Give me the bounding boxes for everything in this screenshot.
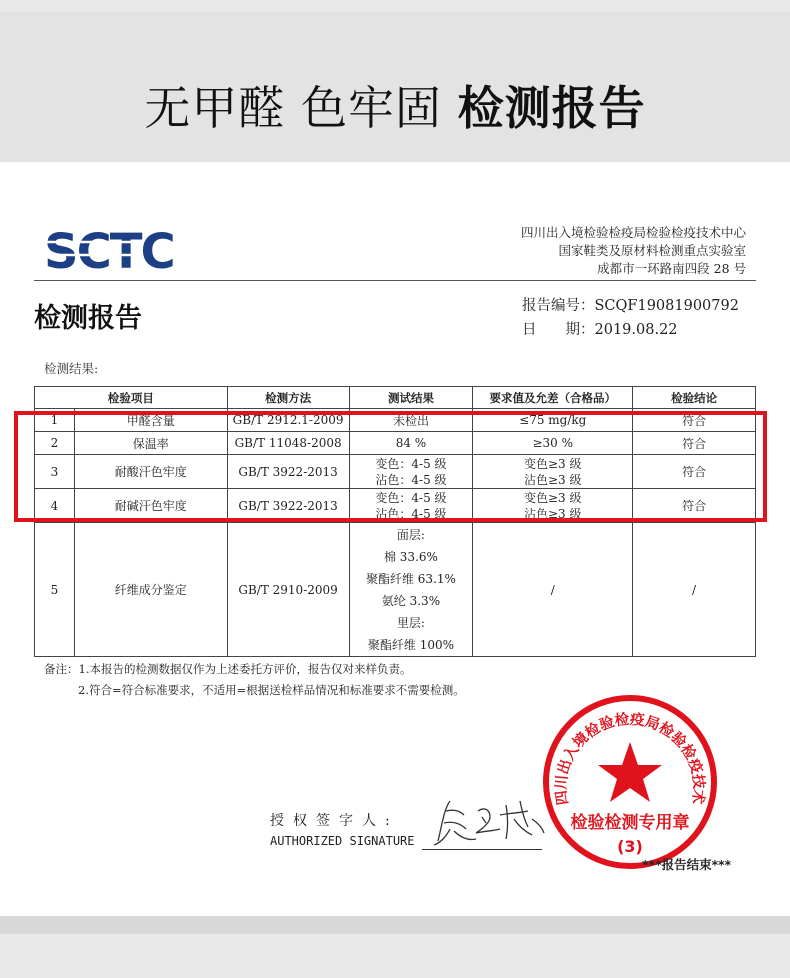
- result-line: 变色：4-5 级: [375, 490, 447, 505]
- conclusion: 符合: [633, 489, 756, 523]
- row-number: 3: [35, 455, 75, 489]
- test-result: [349, 523, 473, 657]
- table-row: [35, 523, 756, 657]
- composition-line: 聚酯纤维 63.1%: [365, 571, 456, 586]
- results-label: 检测结果:: [44, 361, 99, 376]
- report-number: [522, 294, 739, 318]
- result-line: 沾色：4-5 级: [375, 506, 447, 521]
- result-line: 沾色：4-5 级: [375, 472, 447, 487]
- conclusion: /: [633, 523, 756, 657]
- seal-number: (3): [617, 837, 643, 856]
- row-number: 5: [35, 523, 75, 657]
- conclusion: 符合: [633, 432, 756, 455]
- composition-line: 氨纶 3.3%: [381, 593, 441, 608]
- report-date-value: 2019.08.22: [594, 322, 678, 338]
- header-item: 检验项目: [35, 387, 228, 409]
- row-number: 4: [35, 489, 75, 523]
- test-method: GB/T 2912.1-2009: [227, 409, 349, 432]
- composition-line: 面层:: [396, 527, 425, 542]
- requirement: ≥30 %: [473, 432, 633, 455]
- header-method: 检测方法: [227, 387, 349, 409]
- banner-title-bold: 检测报告: [457, 81, 646, 135]
- sctc-logo: [44, 224, 174, 280]
- test-result: 84 %: [349, 432, 473, 455]
- test-method: GB/T 11048-2008: [227, 432, 349, 455]
- banner-title-light: 无甲醛 色牢固: [144, 81, 458, 135]
- requirement-line: 变色≥3 级: [524, 456, 582, 471]
- row-number: 2: [35, 432, 75, 455]
- seal-inner-text: 检验检测专用章: [570, 813, 690, 833]
- requirement: ≤75 mg/kg: [473, 409, 633, 432]
- logo-text: SCTC: [44, 224, 174, 280]
- test-item: 保温率: [74, 432, 227, 455]
- report-title: 检测报告: [34, 303, 142, 334]
- header-divider: [34, 280, 756, 281]
- report-number-label: 报告编号：: [522, 298, 595, 314]
- test-method: GB/T 3922-2013: [227, 455, 349, 489]
- signatory-label-en: AUTHORIZED SIGNATURE: [270, 834, 415, 848]
- test-method: GB/T 3922-2013: [227, 489, 349, 523]
- issuing-organization: [521, 224, 746, 278]
- banner-title: [0, 72, 790, 138]
- report-date: [522, 318, 739, 342]
- requirement-line: 变色≥3 级: [524, 490, 582, 505]
- test-item: 甲醛含量: [74, 409, 227, 432]
- table-header-row: [35, 387, 756, 409]
- remarks: [44, 659, 465, 701]
- result-line: 变色：4-5 级: [375, 456, 447, 471]
- report-document: [0, 162, 790, 916]
- row-number: 1: [35, 409, 75, 432]
- test-result: 未检出: [349, 409, 473, 432]
- official-seal: [540, 692, 720, 876]
- test-method: GB/T 2910-2009: [227, 523, 349, 657]
- signatory-label: 授权签字人:: [270, 813, 399, 829]
- header-conclusion: 检验结论: [633, 387, 756, 409]
- requirement-line: 沾色≥3 级: [524, 506, 582, 521]
- handwritten-signature: [420, 789, 550, 853]
- composition-line: 棉 33.6%: [383, 549, 438, 564]
- composition-line: 里层:: [396, 615, 425, 630]
- test-item: 纤维成分鉴定: [74, 523, 227, 657]
- bottom-band: [0, 916, 790, 934]
- org-line: 国家鞋类及原材料检测重点实验室: [558, 243, 746, 258]
- remark-line-1: 备注：1.本报告的检测数据仅作为上述委托方评价，报告仅对来样负责。: [44, 662, 412, 676]
- highlight-box: [14, 411, 767, 522]
- report-date-label: 日 期：: [522, 322, 595, 338]
- report-number-value: SCQF19081900792: [594, 298, 739, 314]
- test-item: 耐酸汗色牢度: [74, 455, 227, 489]
- requirement: /: [473, 523, 633, 657]
- conclusion: 符合: [633, 409, 756, 432]
- org-line: 成都市一环路南四段 28 号: [597, 261, 746, 276]
- requirement-line: 沾色≥3 级: [524, 472, 582, 487]
- remark-line-2: 2.符合=符合标准要求，不适用=根据送检样品情况和标准要求不需要检测。: [78, 683, 465, 697]
- org-line: 四川出入境检验检疫局检验检疫技术中心: [520, 225, 746, 240]
- report-end-marker: ***报告结束***: [642, 857, 732, 872]
- header-requirement: 要求值及允差（合格品）: [473, 387, 633, 409]
- header-result: 测试结果: [349, 387, 473, 409]
- composition-line: 聚酯纤维 100%: [367, 637, 455, 652]
- conclusion: 符合: [633, 455, 756, 489]
- report-meta: [522, 294, 739, 342]
- test-item: 耐碱汗色牢度: [74, 489, 227, 523]
- seal-arc-text: 四川出入境检验检疫局检验检疫技术: [553, 711, 707, 806]
